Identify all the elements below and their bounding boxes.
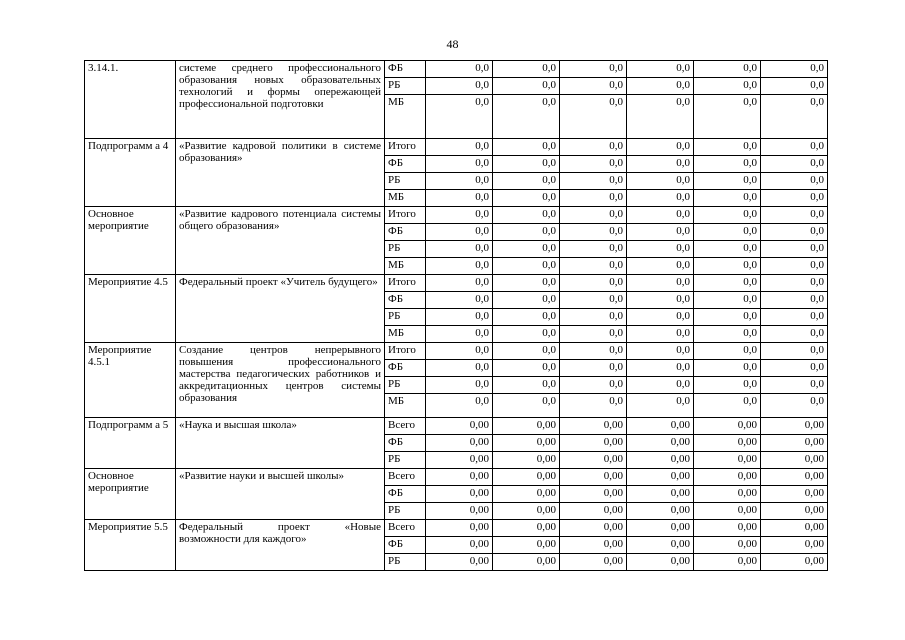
amount-cell: 0,00: [493, 418, 560, 435]
amount-cell: 0,00: [493, 452, 560, 469]
amount-cell: 0,00: [560, 469, 627, 486]
amount-cell: 0,0: [761, 394, 828, 418]
amount-cell: 0,0: [560, 292, 627, 309]
amount-cell: 0,0: [761, 377, 828, 394]
amount-cell: 0,0: [694, 309, 761, 326]
amount-cell: 0,0: [694, 95, 761, 139]
amount-cell: 0,0: [627, 360, 694, 377]
table-row: [85, 418, 828, 435]
funding-source-cell: МБ: [385, 326, 426, 343]
amount-cell: 0,00: [761, 418, 828, 435]
amount-cell: 0,0: [493, 190, 560, 207]
amount-cell: 0,0: [761, 224, 828, 241]
amount-cell: 0,00: [627, 469, 694, 486]
amount-cell: 0,0: [761, 292, 828, 309]
amount-cell: 0,0: [694, 156, 761, 173]
funding-source-cell: РБ: [385, 452, 426, 469]
amount-cell: 0,0: [426, 139, 493, 156]
funding-source-cell: ФБ: [385, 486, 426, 503]
amount-cell: 0,0: [493, 241, 560, 258]
amount-cell: 0,00: [560, 452, 627, 469]
amount-cell: 0,0: [694, 190, 761, 207]
funding-source-cell: Итого: [385, 139, 426, 156]
amount-cell: 0,0: [694, 326, 761, 343]
funding-source-cell: Итого: [385, 343, 426, 360]
amount-cell: 0,0: [761, 173, 828, 190]
amount-cell: 0,00: [560, 520, 627, 537]
amount-cell: 0,0: [426, 241, 493, 258]
amount-cell: 0,00: [761, 503, 828, 520]
amount-cell: 0,0: [627, 156, 694, 173]
program-name-cell: Создание центров непрерывного повышения профессионального мастерства педагогических работников и аккредитационных центров системы образования: [176, 343, 385, 418]
amount-cell: 0,0: [761, 190, 828, 207]
program-code-cell: Подпрограмм а 4: [85, 139, 176, 207]
amount-cell: 0,0: [560, 207, 627, 224]
amount-cell: 0,00: [627, 486, 694, 503]
amount-cell: 0,0: [627, 309, 694, 326]
amount-cell: 0,0: [560, 61, 627, 78]
amount-cell: 0,0: [694, 173, 761, 190]
amount-cell: 0,00: [627, 418, 694, 435]
amount-cell: 0,0: [493, 377, 560, 394]
amount-cell: 0,00: [560, 554, 627, 571]
page-number: 48: [446, 37, 459, 51]
table-row: [85, 275, 828, 292]
amount-cell: 0,0: [426, 326, 493, 343]
amount-cell: 0,0: [560, 156, 627, 173]
amount-cell: 0,0: [694, 275, 761, 292]
program-name-cell: Федеральный проект «Учитель будущего»: [176, 275, 385, 343]
amount-cell: 0,0: [560, 224, 627, 241]
amount-cell: 0,0: [627, 207, 694, 224]
amount-cell: 0,00: [426, 537, 493, 554]
funding-source-cell: Всего: [385, 418, 426, 435]
amount-cell: 0,00: [560, 435, 627, 452]
amount-cell: 0,0: [694, 78, 761, 95]
amount-cell: 0,0: [426, 156, 493, 173]
amount-cell: 0,0: [493, 275, 560, 292]
amount-cell: 0,0: [560, 258, 627, 275]
amount-cell: 0,00: [426, 554, 493, 571]
amount-cell: 0,0: [493, 309, 560, 326]
funding-source-cell: ФБ: [385, 360, 426, 377]
amount-cell: 0,00: [694, 452, 761, 469]
amount-cell: 0,00: [426, 503, 493, 520]
amount-cell: 0,00: [694, 418, 761, 435]
amount-cell: 0,0: [493, 258, 560, 275]
amount-cell: 0,0: [694, 258, 761, 275]
amount-cell: 0,0: [694, 61, 761, 78]
amount-cell: 0,00: [627, 520, 694, 537]
funding-source-cell: РБ: [385, 554, 426, 571]
funding-source-cell: РБ: [385, 309, 426, 326]
amount-cell: 0,0: [694, 207, 761, 224]
amount-cell: 0,00: [426, 520, 493, 537]
amount-cell: 0,0: [560, 275, 627, 292]
amount-cell: 0,0: [761, 326, 828, 343]
funding-source-cell: МБ: [385, 394, 426, 418]
amount-cell: 0,00: [426, 469, 493, 486]
table-row: [85, 207, 828, 224]
amount-cell: 0,0: [426, 309, 493, 326]
amount-cell: 0,0: [761, 139, 828, 156]
budget-table: [84, 60, 828, 571]
amount-cell: 0,00: [627, 452, 694, 469]
amount-cell: 0,0: [761, 258, 828, 275]
amount-cell: 0,0: [560, 139, 627, 156]
amount-cell: 0,00: [493, 537, 560, 554]
amount-cell: 0,0: [761, 207, 828, 224]
amount-cell: 0,00: [426, 486, 493, 503]
amount-cell: 0,0: [761, 78, 828, 95]
amount-cell: 0,00: [761, 537, 828, 554]
funding-source-cell: ФБ: [385, 537, 426, 554]
budget-table-body: [85, 61, 828, 571]
amount-cell: 0,0: [426, 394, 493, 418]
funding-source-cell: Итого: [385, 275, 426, 292]
amount-cell: 0,0: [426, 173, 493, 190]
amount-cell: 0,0: [426, 224, 493, 241]
amount-cell: 0,00: [493, 503, 560, 520]
amount-cell: 0,0: [694, 394, 761, 418]
amount-cell: 0,0: [560, 309, 627, 326]
table-row: [85, 343, 828, 360]
table-row: [85, 139, 828, 156]
funding-source-cell: ФБ: [385, 224, 426, 241]
amount-cell: 0,0: [426, 207, 493, 224]
amount-cell: 0,0: [627, 343, 694, 360]
funding-source-cell: РБ: [385, 503, 426, 520]
amount-cell: 0,0: [761, 309, 828, 326]
funding-source-cell: МБ: [385, 95, 426, 139]
funding-source-cell: ФБ: [385, 435, 426, 452]
funding-source-cell: Итого: [385, 207, 426, 224]
amount-cell: 0,0: [761, 61, 828, 78]
amount-cell: 0,00: [493, 486, 560, 503]
amount-cell: 0,0: [560, 343, 627, 360]
funding-source-cell: ФБ: [385, 61, 426, 78]
amount-cell: 0,0: [627, 292, 694, 309]
amount-cell: 0,0: [560, 173, 627, 190]
funding-source-cell: ФБ: [385, 292, 426, 309]
program-code-cell: 3.14.1.: [85, 61, 176, 139]
amount-cell: 0,0: [627, 394, 694, 418]
amount-cell: 0,00: [694, 435, 761, 452]
amount-cell: 0,0: [493, 78, 560, 95]
amount-cell: 0,00: [627, 554, 694, 571]
amount-cell: 0,00: [560, 486, 627, 503]
program-name-cell: системе среднего профессионального образования новых образовательных технологий и формы опережающей профессиональной подготовки: [176, 61, 385, 139]
amount-cell: 0,00: [627, 503, 694, 520]
amount-cell: 0,0: [694, 377, 761, 394]
amount-cell: 0,0: [694, 224, 761, 241]
amount-cell: 0,00: [560, 418, 627, 435]
amount-cell: 0,0: [426, 95, 493, 139]
program-name-cell: Федеральный проект «Новые возможности для каждого»: [176, 520, 385, 571]
program-code-cell: Мероприятие 4.5: [85, 275, 176, 343]
amount-cell: 0,0: [761, 343, 828, 360]
funding-source-cell: МБ: [385, 258, 426, 275]
amount-cell: 0,0: [761, 95, 828, 139]
funding-source-cell: Всего: [385, 520, 426, 537]
funding-source-cell: РБ: [385, 377, 426, 394]
amount-cell: 0,0: [627, 377, 694, 394]
program-name-cell: «Развитие кадровой политики в системе образования»: [176, 139, 385, 207]
amount-cell: 0,0: [493, 61, 560, 78]
amount-cell: 0,0: [560, 326, 627, 343]
amount-cell: 0,00: [493, 554, 560, 571]
amount-cell: 0,0: [426, 343, 493, 360]
amount-cell: 0,0: [627, 224, 694, 241]
amount-cell: 0,0: [426, 292, 493, 309]
amount-cell: 0,0: [426, 61, 493, 78]
amount-cell: 0,0: [560, 377, 627, 394]
program-code-cell: Мероприятие 5.5: [85, 520, 176, 571]
amount-cell: 0,00: [694, 520, 761, 537]
amount-cell: 0,0: [493, 292, 560, 309]
amount-cell: 0,0: [761, 360, 828, 377]
amount-cell: 0,0: [560, 394, 627, 418]
amount-cell: 0,0: [426, 377, 493, 394]
amount-cell: 0,00: [426, 452, 493, 469]
amount-cell: 0,0: [560, 95, 627, 139]
amount-cell: 0,0: [627, 139, 694, 156]
amount-cell: 0,0: [426, 360, 493, 377]
amount-cell: 0,0: [493, 95, 560, 139]
amount-cell: 0,0: [493, 156, 560, 173]
program-name-cell: «Наука и высшая школа»: [176, 418, 385, 469]
program-code-cell: Мероприятие 4.5.1: [85, 343, 176, 418]
amount-cell: 0,0: [560, 78, 627, 95]
program-code-cell: Подпрограмм а 5: [85, 418, 176, 469]
amount-cell: 0,0: [761, 275, 828, 292]
program-name-cell: «Развитие кадрового потенциала системы общего образования»: [176, 207, 385, 275]
amount-cell: 0,0: [426, 78, 493, 95]
program-name-cell: «Развитие науки и высшей школы»: [176, 469, 385, 520]
amount-cell: 0,00: [761, 452, 828, 469]
amount-cell: 0,0: [627, 275, 694, 292]
funding-source-cell: Всего: [385, 469, 426, 486]
table-row: [85, 469, 828, 486]
amount-cell: 0,00: [627, 435, 694, 452]
table-row: [85, 61, 828, 78]
amount-cell: 0,0: [694, 139, 761, 156]
amount-cell: 0,0: [493, 326, 560, 343]
funding-source-cell: МБ: [385, 190, 426, 207]
amount-cell: 0,0: [493, 394, 560, 418]
amount-cell: 0,0: [560, 360, 627, 377]
amount-cell: 0,00: [761, 435, 828, 452]
program-code-cell: Основное мероприятие: [85, 207, 176, 275]
amount-cell: 0,0: [560, 190, 627, 207]
funding-source-cell: ФБ: [385, 156, 426, 173]
amount-cell: 0,0: [426, 190, 493, 207]
amount-cell: 0,00: [426, 418, 493, 435]
amount-cell: 0,0: [627, 258, 694, 275]
amount-cell: 0,00: [426, 435, 493, 452]
amount-cell: 0,00: [761, 554, 828, 571]
amount-cell: 0,0: [761, 156, 828, 173]
amount-cell: 0,0: [627, 241, 694, 258]
amount-cell: 0,0: [493, 224, 560, 241]
amount-cell: 0,0: [694, 241, 761, 258]
program-code-cell: Основное мероприятие: [85, 469, 176, 520]
amount-cell: 0,0: [493, 360, 560, 377]
amount-cell: 0,0: [627, 61, 694, 78]
amount-cell: 0,00: [627, 537, 694, 554]
funding-source-cell: РБ: [385, 78, 426, 95]
amount-cell: 0,0: [694, 292, 761, 309]
amount-cell: 0,0: [493, 139, 560, 156]
amount-cell: 0,00: [761, 520, 828, 537]
amount-cell: 0,0: [761, 241, 828, 258]
amount-cell: 0,0: [627, 326, 694, 343]
amount-cell: 0,0: [694, 360, 761, 377]
amount-cell: 0,00: [560, 503, 627, 520]
amount-cell: 0,0: [627, 78, 694, 95]
amount-cell: 0,00: [694, 503, 761, 520]
funding-source-cell: РБ: [385, 241, 426, 258]
amount-cell: 0,0: [493, 343, 560, 360]
amount-cell: 0,0: [560, 241, 627, 258]
amount-cell: 0,0: [627, 190, 694, 207]
table-row: [85, 520, 828, 537]
amount-cell: 0,00: [493, 469, 560, 486]
amount-cell: 0,00: [694, 486, 761, 503]
amount-cell: 0,0: [694, 343, 761, 360]
amount-cell: 0,0: [627, 173, 694, 190]
amount-cell: 0,0: [493, 207, 560, 224]
funding-source-cell: РБ: [385, 173, 426, 190]
amount-cell: 0,00: [694, 537, 761, 554]
amount-cell: 0,00: [694, 469, 761, 486]
amount-cell: 0,00: [761, 469, 828, 486]
amount-cell: 0,00: [493, 520, 560, 537]
amount-cell: 0,00: [493, 435, 560, 452]
amount-cell: 0,00: [761, 486, 828, 503]
amount-cell: 0,0: [426, 258, 493, 275]
amount-cell: 0,00: [560, 537, 627, 554]
amount-cell: 0,00: [694, 554, 761, 571]
amount-cell: 0,0: [426, 275, 493, 292]
amount-cell: 0,0: [627, 95, 694, 139]
amount-cell: 0,0: [493, 173, 560, 190]
